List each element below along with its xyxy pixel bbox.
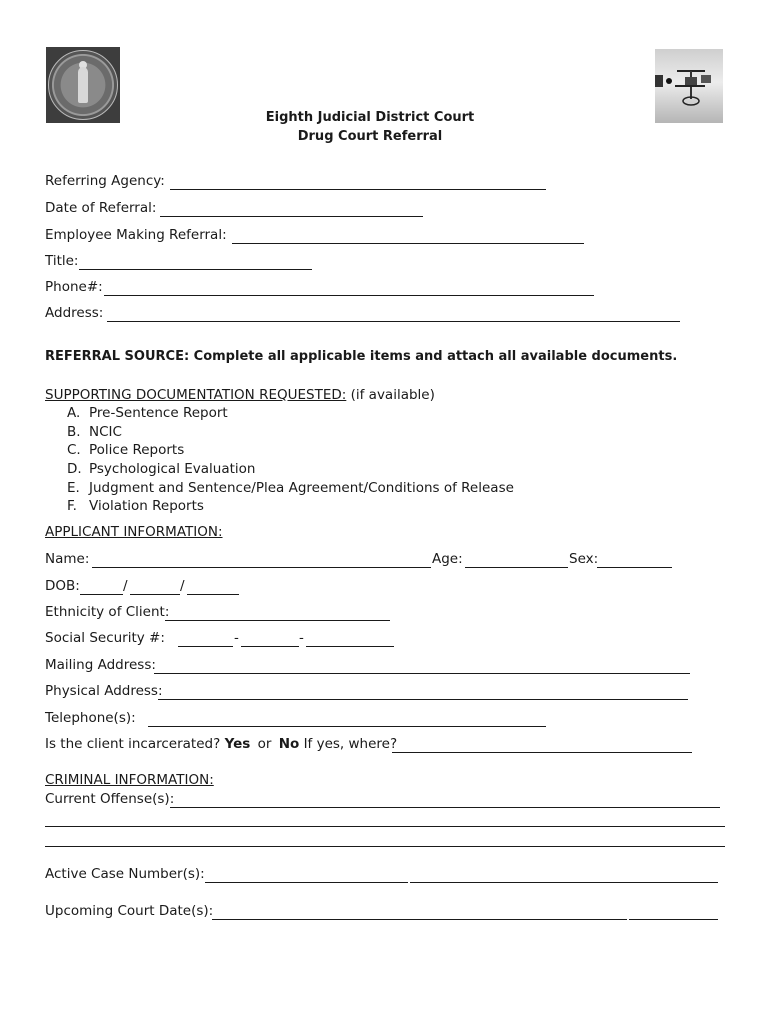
list-item-letter: B. [67,424,81,440]
list-item-text: Pre-Sentence Report [89,405,228,421]
dob-year-field[interactable] [187,594,239,595]
dob-separator: / [123,578,128,594]
referring-agency-label: Referring Agency: [45,173,165,189]
or-text: or [257,736,272,752]
active-case-field-1[interactable] [205,882,408,883]
sex-field[interactable] [597,567,672,568]
ssn-part1-field[interactable] [178,646,233,647]
date-of-referral-label: Date of Referral: [45,200,157,216]
age-field[interactable] [465,567,568,568]
list-item-letter: D. [67,461,82,477]
list-item [67,461,255,477]
ethnicity-label: Ethnicity of Client: [45,604,170,620]
address-label: Address: [45,305,104,321]
supporting-doc-heading: SUPPORTING DOCUMENTATION REQUESTED: [45,387,347,403]
criminal-info-heading: CRIMINAL INFORMATION: [45,772,214,788]
date-of-referral-field[interactable] [160,216,423,217]
list-item [67,498,204,514]
ssn-separator: - [234,630,239,646]
incarcerated-label: Is the client incarcerated? [45,736,221,752]
supporting-doc-heading-row [45,387,435,403]
dob-month-field[interactable] [80,594,123,595]
telephone-field[interactable] [148,726,546,727]
referring-agency-field[interactable] [170,189,546,190]
dob-label: DOB: [45,578,80,594]
address-field[interactable] [107,321,680,322]
employee-label: Employee Making Referral: [45,227,227,243]
supporting-doc-note: (if available) [350,387,435,403]
list-item-letter: F. [67,498,77,514]
sex-label: Sex: [569,551,599,567]
no-option[interactable]: No [278,736,300,752]
dob-separator: / [180,578,185,594]
incarcerated-row [45,736,397,752]
current-offense-label: Current Offense(s): [45,791,175,807]
applicant-info-heading: APPLICANT INFORMATION: [45,524,223,540]
ssn-part2-field[interactable] [241,646,299,647]
court-name: Eighth Judicial District Court [265,110,475,125]
current-offense-field[interactable] [170,807,720,808]
list-item-letter: E. [67,480,80,496]
list-item-letter: C. [67,442,81,458]
physical-address-label: Physical Address: [45,683,163,699]
employee-field[interactable] [232,243,584,244]
ssn-label: Social Security #: [45,630,165,646]
court-date-field-2[interactable] [629,919,718,920]
current-offense-field-line3[interactable] [45,846,725,847]
ssn-separator: - [299,630,304,646]
title-field[interactable] [79,269,312,270]
mailing-address-field[interactable] [154,673,690,674]
active-case-field-2[interactable] [410,882,718,883]
phone-field[interactable] [104,295,594,296]
current-offense-field-line2[interactable] [45,826,725,827]
court-date-field-1[interactable] [212,919,627,920]
list-item [67,405,228,421]
telephone-label: Telephone(s): [45,710,136,726]
physical-address-field[interactable] [158,699,688,700]
form-title: Drug Court Referral [297,129,443,144]
list-item [67,480,514,496]
list-item-text: Judgment and Sentence/Plea Agreement/Conditions of Release [89,480,514,496]
incarceration-location-field[interactable] [392,752,692,753]
active-case-label: Active Case Number(s): [45,866,205,882]
list-item [67,442,184,458]
where-label: If yes, where? [303,736,398,752]
name-field[interactable] [92,567,431,568]
list-item-text: Police Reports [89,442,185,458]
list-item-letter: A. [67,405,81,421]
court-date-label: Upcoming Court Date(s): [45,903,214,919]
list-item-text: Violation Reports [89,498,204,514]
yes-option[interactable]: Yes [224,736,251,752]
mailing-address-label: Mailing Address: [45,657,156,673]
ethnicity-field[interactable] [165,620,390,621]
age-label: Age: [432,551,463,567]
list-item-text: Psychological Evaluation [89,461,256,477]
dob-day-field[interactable] [130,594,180,595]
phone-label: Phone#: [45,279,103,295]
referral-source-heading: REFERRAL SOURCE: Complete all applicable items and attach all available documents. [45,349,678,364]
title-label: Title: [45,253,79,269]
list-item-text: NCIC [89,424,122,440]
list-item [67,424,122,440]
ssn-part3-field[interactable] [306,646,394,647]
name-label: Name: [45,551,90,567]
